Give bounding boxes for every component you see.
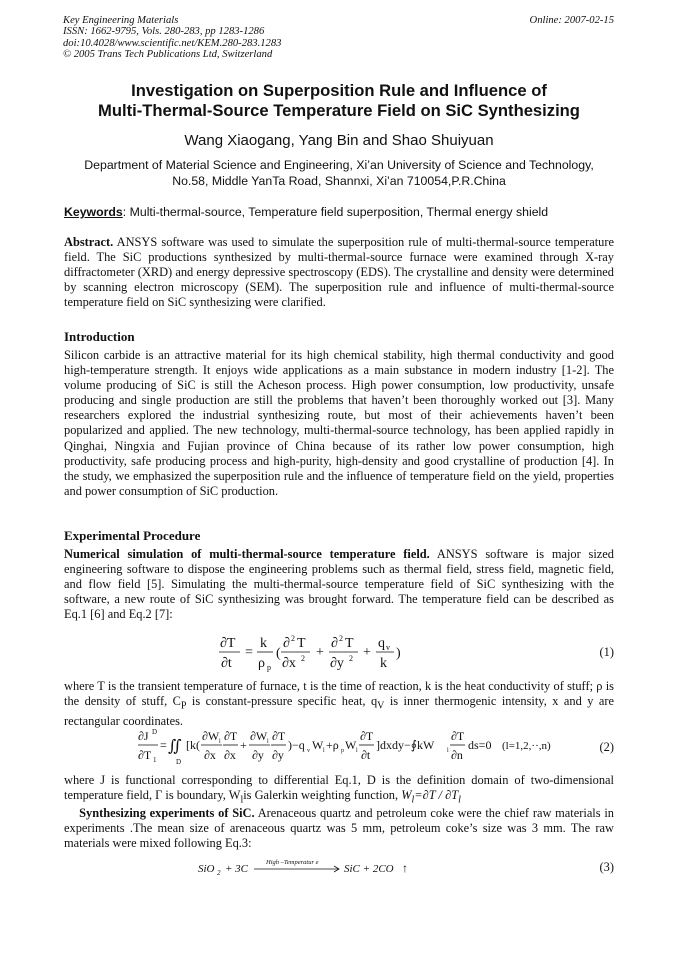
svg-text:2: 2 — [291, 634, 295, 643]
equation-2 — [82, 726, 614, 768]
online-date: Online: 2007-02-15 — [529, 15, 614, 26]
issn-line: ISSN: 1662-9795, Vols. 280-283, pp 1283-1286 — [63, 26, 265, 38]
numsim-label: Numerical simulation of multi-thermal-source temperature field. — [64, 547, 430, 561]
authors: Wang Xiaogang, Yang Bin and Shao Shuiyuan — [184, 132, 494, 149]
doi-line: doi:10.4028/www.scientific.net/KEM.280-283.1283 — [63, 37, 282, 49]
svg-text:l: l — [447, 748, 449, 754]
svg-text:∂T: ∂T — [360, 729, 374, 743]
keywords-text: : Multi-thermal-source, Temperature field superposition, Thermal energy shield — [122, 205, 549, 219]
svg-text:∂y: ∂y — [272, 748, 284, 762]
keywords — [64, 205, 624, 220]
svg-text:D: D — [152, 728, 158, 736]
svg-text:2: 2 — [301, 654, 305, 663]
svg-text:k: k — [260, 636, 267, 651]
svg-text:2: 2 — [349, 654, 353, 663]
eq2-description — [64, 773, 614, 808]
equation-3 — [82, 854, 614, 878]
eq1-desc-sub-v: V — [377, 700, 385, 712]
svg-text:q: q — [378, 636, 385, 651]
eq2-desc-sub-l: l — [240, 794, 244, 806]
svg-text:ρ: ρ — [258, 656, 265, 671]
affiliation — [40, 158, 638, 189]
svg-text:T: T — [345, 636, 354, 651]
svg-text:∂T: ∂T — [138, 748, 152, 762]
affiliation-line-1: Department of Material Science and Engineering, Xi’an University of Science and Technology, — [84, 158, 594, 172]
svg-text:↑: ↑ — [402, 861, 408, 875]
abstract-label: Abstract. — [64, 235, 114, 249]
eq1-desc-part-a: where T is the transient temperature of furnace, t is the time of reaction, k is the heat conductivity of stuff; ρ is the density of stuff, C — [64, 679, 614, 709]
eq1-desc-part-b: is constant-pressure specific heat, q — [186, 694, 378, 709]
svg-text:(l=1,2,··,n): (l=1,2,··,n) — [502, 740, 551, 752]
abstract — [64, 235, 614, 310]
intro-heading: Introduction — [64, 329, 135, 344]
eq2-desc-part-a: where J is functional corresponding to differential Eq.1, D is the definition domain of two-dimensional temperature field, Γ is boundary, W — [64, 773, 614, 803]
svg-text:=: = — [160, 738, 167, 752]
svg-text:∂n: ∂n — [451, 748, 463, 762]
title-line-2: Multi-Thermal-Source Temperature Field on SiC Synthesizing — [98, 101, 580, 120]
svg-text:2: 2 — [217, 869, 221, 877]
svg-text:∂T: ∂T — [451, 729, 465, 743]
copyright-line: © 2005 Trans Tech Publications Ltd, Switzerland — [63, 49, 273, 61]
numsim-paragraph — [64, 547, 614, 622]
svg-text:∂: ∂ — [283, 636, 290, 651]
svg-text:+ρ: +ρ — [326, 738, 339, 752]
svg-text:)−q: )−q — [288, 738, 305, 752]
eq2-desc-sub-l2: l — [411, 794, 415, 806]
svg-text:W: W — [312, 738, 324, 752]
svg-text:1: 1 — [153, 756, 157, 764]
sic-paragraph — [64, 806, 614, 851]
equation-3-number: (3) — [599, 860, 614, 874]
eq2-desc-w: W — [401, 788, 412, 803]
svg-text:(: ( — [276, 646, 281, 661]
experimental-heading: Experimental Procedure — [64, 528, 201, 543]
svg-text:∂W: ∂W — [250, 729, 268, 743]
keywords-label: Keywords — [64, 205, 123, 219]
svg-text:l: l — [267, 739, 269, 745]
svg-text:l: l — [219, 739, 221, 745]
svg-text:=: = — [245, 645, 253, 660]
svg-text:ds=0: ds=0 — [468, 738, 492, 752]
sic-text: Arenaceous quartz and petroleum coke were the chief raw materials in experiments .The mean size of arenaceous quartz was 5 mm, petroleum coke’s size was 3 mm. The raw materials were mixed following Eq.3: — [64, 806, 614, 851]
eq3-arrow-label: High –Temperatur e — [266, 859, 319, 866]
svg-text:p: p — [341, 748, 344, 754]
svg-text:SiO: SiO — [198, 863, 215, 875]
svg-text:∂x: ∂x — [204, 748, 216, 762]
abstract-text: ANSYS software was used to simulate the superposition rule of multi-thermal-source temperature field. The SiC productions synthesized by multi-thermal-source furnace were examined through X-ray diffractometer (XRD) and energy depressive spectroscopy (EDS). The crystalline and density were determined by scanning electron microscopy (SEM). The superposition rule and influence of multi-thermal-source temperature field on SiC synthesizing were clarified. — [64, 235, 614, 310]
svg-text:∬: ∬ — [168, 738, 182, 755]
numsim-text: ANSYS software is major sized engineering software to dispose the engineering problems such as thermal field, stress field, magnetic field, and flow field [5]. Simulating the multi-thermal-source temperature field of SiC synthesizing with the software, a new route of SiC synthesizing was brought forward. The temperature field can be described as Eq.1 [6] and Eq.2 [7]: — [64, 547, 614, 622]
svg-text:∂T: ∂T — [220, 636, 236, 651]
svg-text:2: 2 — [339, 634, 343, 643]
equation-1 — [82, 633, 614, 673]
intro-text: Silicon carbide is an attractive material for its high chemical stability, high thermal conductivity and good high-temperature strength. It enjoys wide applications as a main substance in modern industry [1-2]. The volume producing of SiC is still the Acheson process. High power consumption, low productivity, unsafe producing and single production are still the problems that haven’t been thoroughly worked out [3]. Many researchers explored the industrial synthesizing route, but most of their achievements haven’t been popularized and applied. The new technology, multi-thermal-source technology, has been applied rapidly in Qinghai, Ningxia and Fujian province of China because of its rather low power consumption, high productivity, safe producing process and high-purity, high-density and good crystalline of production [4]. In the study, we emphasized the superposition rule and the influence of temperature field on the yield, properties and power consumption of SiC production. — [64, 348, 614, 498]
paper-title — [40, 81, 638, 121]
svg-text:k: k — [380, 656, 387, 671]
svg-text:∂x: ∂x — [224, 748, 236, 762]
equation-1-number: (1) — [599, 645, 614, 659]
svg-text:+: + — [240, 738, 247, 752]
svg-text:v: v — [307, 748, 310, 754]
svg-text:p: p — [267, 663, 271, 672]
affiliation-line-2: No.58, Middle YanTa Road, Shannxi, Xi’an 710054,P.R.China — [172, 173, 506, 188]
svg-text:+: + — [363, 645, 371, 660]
svg-text:∂t: ∂t — [221, 656, 232, 671]
svg-text:): ) — [396, 646, 401, 661]
eq2-desc-part-d: =∂T / ∂T — [414, 788, 459, 803]
eq1-desc-sub-p: P — [180, 700, 187, 712]
svg-text:D: D — [176, 758, 182, 766]
svg-text:∂T: ∂T — [224, 729, 238, 743]
title-line-1: Investigation on Superposition Rule and Influence of — [131, 81, 547, 100]
journal-header — [63, 15, 281, 61]
svg-text:∂J: ∂J — [138, 729, 149, 743]
svg-text:]dxdy−∮kW: ]dxdy−∮kW — [376, 738, 435, 752]
svg-text:T: T — [297, 636, 306, 651]
sic-label: Synthesizing experiments of SiC. — [79, 806, 255, 820]
svg-text:∂y: ∂y — [330, 656, 344, 671]
svg-text:∂T: ∂T — [272, 729, 286, 743]
svg-text:SiC + 2CO: SiC + 2CO — [344, 863, 394, 875]
svg-text:∂x: ∂x — [282, 656, 296, 671]
equation-2-number: (2) — [599, 740, 614, 754]
svg-text:+ 3C: + 3C — [225, 863, 249, 875]
svg-text:+: + — [316, 645, 324, 660]
svg-text:∂: ∂ — [331, 636, 338, 651]
eq2-desc-part-b: is Galerkin weighting function, — [243, 788, 402, 803]
eq2-desc-sub-l3: l — [458, 794, 461, 806]
svg-text:∂t: ∂t — [361, 748, 371, 762]
svg-text:v: v — [386, 643, 390, 652]
eq1-description — [64, 679, 614, 729]
svg-text:l: l — [356, 748, 358, 754]
svg-text:[k(: [k( — [186, 738, 200, 752]
journal-name: Key Engineering Materials — [63, 15, 179, 26]
svg-text:l: l — [323, 748, 325, 754]
svg-text:∂W: ∂W — [202, 729, 220, 743]
svg-text:∂y: ∂y — [252, 748, 264, 762]
svg-text:W: W — [345, 738, 357, 752]
eq1-desc-part-c: is inner thermogenic intensity, x and y are rectangular coordinates. — [64, 694, 614, 728]
